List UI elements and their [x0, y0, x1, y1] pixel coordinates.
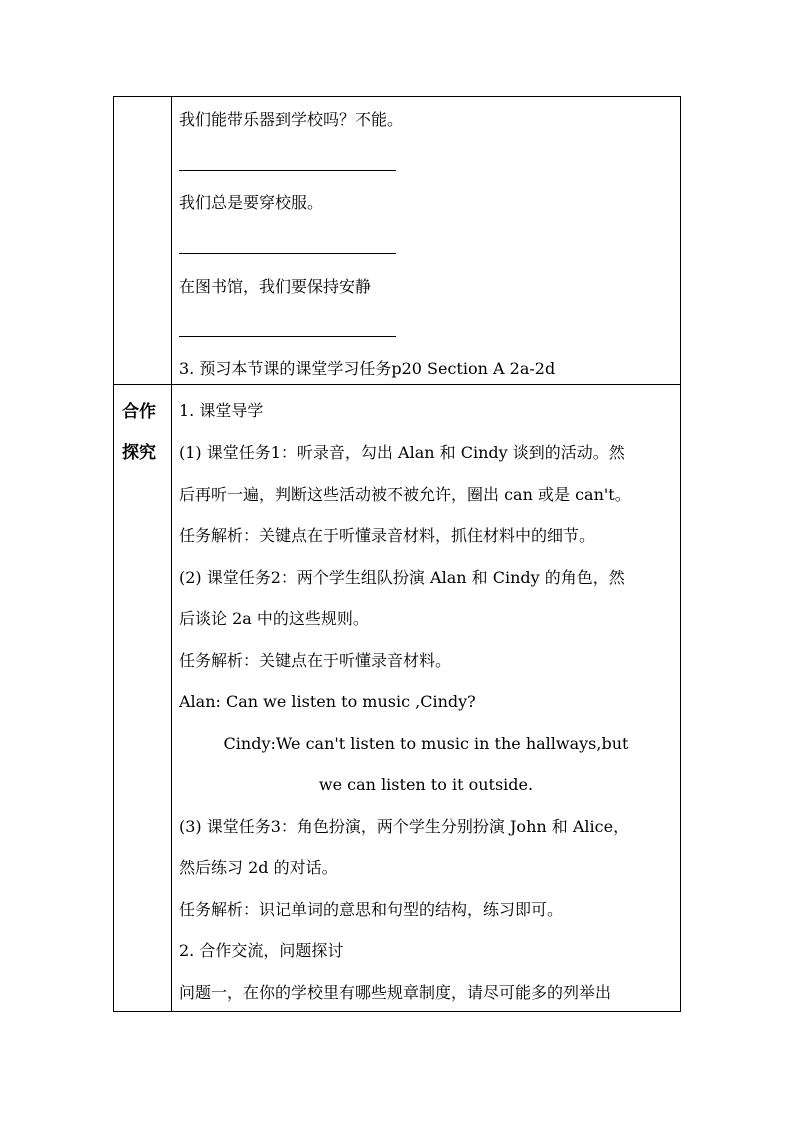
answer-blank-1[interactable]: [179, 170, 396, 171]
task3-line2: 然后练习 2d 的对话。: [179, 858, 338, 877]
dialogue-alan: Alan: Can we listen to music ,Cindy?: [179, 692, 476, 711]
study-table: [113, 96, 681, 1012]
section-label-line1: 合作: [122, 402, 156, 422]
task1-line2: 后再听一遍，判断这些活动被不被允许，圈出 can 或是 can't。: [179, 485, 631, 504]
task1-line1-text: (1) 课堂任务1：听录音，勾出 Alan 和 Cindy 谈到的活动。然: [179, 443, 625, 462]
task1-analysis: 任务解析：关键点在于听懂录音材料，抓住材料中的细节。: [179, 526, 596, 545]
task3-analysis: 任务解析：识记单词的意思和句型的结构，练习即可。: [179, 900, 564, 919]
preview-task: 3. 预习本节课的课堂学习任务p20 Section A 2a-2d: [179, 359, 556, 378]
answer-blank-2[interactable]: [179, 253, 396, 254]
task2-line2: 后谈论 2a 中的这些规则。: [179, 609, 369, 628]
task3-line1: (3) 课堂任务3：角色扮演，两个学生分别扮演 John 和 Alice，: [179, 817, 630, 836]
row-divider: [114, 384, 680, 385]
section-label-line2: 探究: [122, 443, 156, 463]
task2-analysis: 任务解析：关键点在于听懂录音材料。: [179, 651, 452, 670]
exercise-sentence-1: 我们能带乐器到学校吗？不能。: [179, 110, 404, 129]
task1-line1: [179, 443, 673, 463]
question-one: 问题一，在你的学校里有哪些规章制度，请尽可能多的列举出: [179, 983, 612, 1002]
dialogue-cindy-line2: we can listen to it outside.: [318, 775, 534, 794]
column-divider: [171, 97, 172, 1011]
exercise-sentence-3: 在图书馆，我们要保持安静: [179, 277, 372, 296]
answer-blank-3[interactable]: [179, 336, 396, 337]
heading-classroom-guide: 1. 课堂导学: [179, 401, 264, 420]
exercise-sentence-2: 我们总是要穿校服。: [179, 193, 324, 212]
heading-cooperation: 2. 合作交流，问题探讨: [179, 941, 344, 960]
task2-line1: (2) 课堂任务2：两个学生组队扮演 Alan 和 Cindy 的角色，然: [179, 568, 625, 587]
dialogue-cindy-line1: Cindy:We can't listen to music in the hallways,but: [223, 734, 629, 753]
